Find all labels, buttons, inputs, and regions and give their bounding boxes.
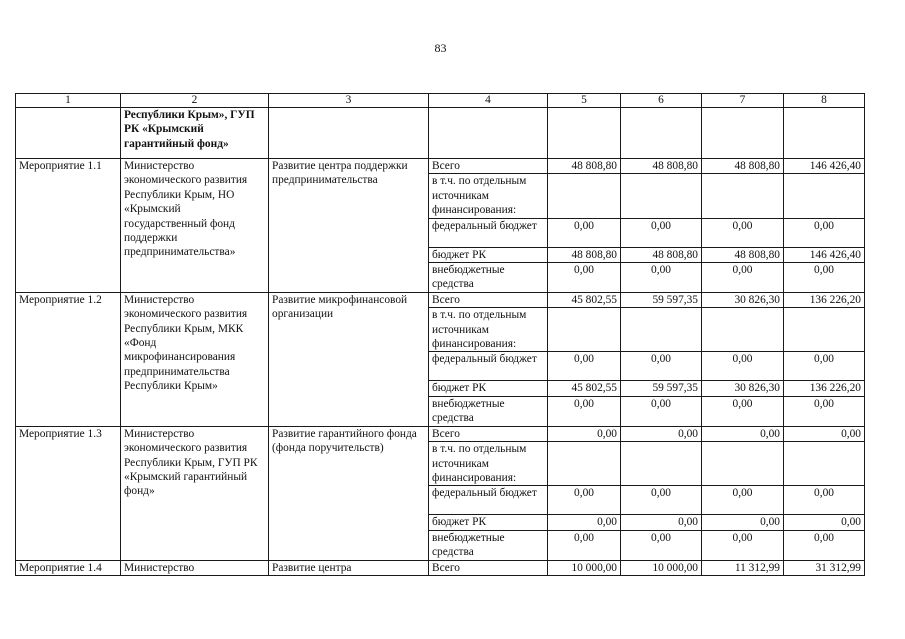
header-cell: 4 bbox=[429, 94, 548, 108]
empty-cell bbox=[429, 108, 548, 159]
value-cell: 136 226,20 bbox=[784, 381, 865, 396]
budget-table bbox=[15, 93, 865, 576]
funding-source-cell: бюджет РК bbox=[429, 515, 548, 530]
table-row bbox=[16, 426, 865, 441]
value-cell: 0,00 bbox=[702, 486, 784, 515]
value-cell: 0,00 bbox=[548, 263, 621, 293]
value-cell: 31 312,99 bbox=[784, 560, 865, 575]
table-row bbox=[16, 560, 865, 575]
measure-name-cell: Мероприятие 1.2 bbox=[16, 292, 121, 426]
executor-cell: Республики Крым», ГУП РК «Крымский гарантийный фонд» bbox=[121, 108, 269, 159]
empty-cell bbox=[784, 442, 865, 486]
header-cell: 6 bbox=[621, 94, 702, 108]
value-cell: 48 808,80 bbox=[621, 159, 702, 174]
value-cell: 0,00 bbox=[621, 263, 702, 293]
empty-cell bbox=[784, 108, 865, 159]
funding-source-cell: в т.ч. по отдельным источникам финансирования: bbox=[429, 174, 548, 218]
value-cell: 0,00 bbox=[784, 515, 865, 530]
funding-source-cell: внебюджетные средства bbox=[429, 396, 548, 426]
measure-name-cell: Мероприятие 1.3 bbox=[16, 426, 121, 560]
value-cell: 0,00 bbox=[621, 486, 702, 515]
value-cell: 0,00 bbox=[621, 218, 702, 247]
measure-name-cell: Мероприятие 1.4 bbox=[16, 560, 121, 575]
value-cell: 0,00 bbox=[702, 263, 784, 293]
executor-cell: Министерство bbox=[121, 560, 269, 575]
value-cell: 0,00 bbox=[702, 515, 784, 530]
empty-cell bbox=[784, 174, 865, 218]
value-cell: 0,00 bbox=[784, 530, 865, 560]
value-cell: 59 597,35 bbox=[621, 292, 702, 307]
value-cell: 0,00 bbox=[548, 530, 621, 560]
value-cell: 0,00 bbox=[702, 396, 784, 426]
measure-title-cell: Развитие гарантийного фонда (фонда поручительств) bbox=[269, 426, 429, 560]
value-cell: 10 000,00 bbox=[548, 560, 621, 575]
value-cell: 146 426,40 bbox=[784, 247, 865, 262]
funding-source-cell: федеральный бюджет bbox=[429, 352, 548, 381]
value-cell: 0,00 bbox=[621, 426, 702, 441]
value-cell: 146 426,40 bbox=[784, 159, 865, 174]
value-cell: 0,00 bbox=[784, 263, 865, 293]
value-cell: 0,00 bbox=[702, 218, 784, 247]
header-cell: 8 bbox=[784, 94, 865, 108]
empty-cell bbox=[548, 174, 621, 218]
value-cell: 0,00 bbox=[784, 352, 865, 381]
header-cell: 1 bbox=[16, 94, 121, 108]
value-cell: 48 808,80 bbox=[702, 159, 784, 174]
funding-source-cell: внебюджетные средства bbox=[429, 530, 548, 560]
value-cell: 30 826,30 bbox=[702, 292, 784, 307]
value-cell: 0,00 bbox=[621, 352, 702, 381]
value-cell: 48 808,80 bbox=[702, 247, 784, 262]
funding-source-cell: в т.ч. по отдельным источникам финансирования: bbox=[429, 308, 548, 352]
value-cell: 136 226,20 bbox=[784, 292, 865, 307]
value-cell: 0,00 bbox=[784, 486, 865, 515]
measure-name-cell: Мероприятие 1.1 bbox=[16, 159, 121, 293]
empty-cell bbox=[621, 108, 702, 159]
value-cell: 0,00 bbox=[702, 426, 784, 441]
funding-source-cell: Всего bbox=[429, 292, 548, 307]
empty-cell bbox=[784, 308, 865, 352]
value-cell: 48 808,80 bbox=[548, 159, 621, 174]
header-cell: 3 bbox=[269, 94, 429, 108]
table-row bbox=[16, 292, 865, 307]
empty-cell bbox=[548, 308, 621, 352]
value-cell: 48 808,80 bbox=[548, 247, 621, 262]
executor-cell: Министерство экономического развития Республики Крым, НО «Крымский государственный фонд поддержки предпринимательства» bbox=[121, 159, 269, 293]
table-row bbox=[16, 159, 865, 174]
header-cell: 7 bbox=[702, 94, 784, 108]
value-cell: 45 802,55 bbox=[548, 381, 621, 396]
executor-cell: Министерство экономического развития Республики Крым, МКК «Фонд микрофинансирования предпринимательства Республики Крым» bbox=[121, 292, 269, 426]
measure-title-cell: Развитие центра поддержки предпринимательства bbox=[269, 159, 429, 293]
funding-source-cell: в т.ч. по отдельным источникам финансирования: bbox=[429, 442, 548, 486]
value-cell: 0,00 bbox=[621, 530, 702, 560]
value-cell: 0,00 bbox=[548, 426, 621, 441]
empty-cell bbox=[548, 442, 621, 486]
value-cell: 0,00 bbox=[621, 515, 702, 530]
funding-source-cell: внебюджетные средства bbox=[429, 263, 548, 293]
value-cell: 0,00 bbox=[784, 426, 865, 441]
value-cell: 0,00 bbox=[784, 396, 865, 426]
value-cell: 0,00 bbox=[621, 396, 702, 426]
executor-cell: Министерство экономического развития Республики Крым, ГУП РК «Крымский гарантийный фонд» bbox=[121, 426, 269, 560]
continuation-row bbox=[16, 108, 865, 159]
value-cell: 0,00 bbox=[702, 530, 784, 560]
header-cell: 5 bbox=[548, 94, 621, 108]
value-cell: 0,00 bbox=[548, 352, 621, 381]
empty-cell bbox=[702, 174, 784, 218]
value-cell: 30 826,30 bbox=[702, 381, 784, 396]
empty-cell bbox=[269, 108, 429, 159]
header-cell: 2 bbox=[121, 94, 269, 108]
value-cell: 0,00 bbox=[702, 352, 784, 381]
funding-source-cell: федеральный бюджет bbox=[429, 218, 548, 247]
empty-cell bbox=[548, 108, 621, 159]
empty-cell bbox=[621, 442, 702, 486]
funding-source-cell: Всего bbox=[429, 560, 548, 575]
measure-title-cell: Развитие центра bbox=[269, 560, 429, 575]
value-cell: 10 000,00 bbox=[621, 560, 702, 575]
funding-source-cell: Всего bbox=[429, 159, 548, 174]
value-cell: 48 808,80 bbox=[621, 247, 702, 262]
value-cell: 11 312,99 bbox=[702, 560, 784, 575]
value-cell: 0,00 bbox=[548, 486, 621, 515]
value-cell: 0,00 bbox=[548, 396, 621, 426]
page-number: 83 bbox=[434, 41, 447, 55]
value-cell: 0,00 bbox=[548, 218, 621, 247]
value-cell: 0,00 bbox=[784, 218, 865, 247]
empty-cell bbox=[621, 308, 702, 352]
funding-source-cell: федеральный бюджет bbox=[429, 486, 548, 515]
empty-cell bbox=[702, 442, 784, 486]
value-cell: 45 802,55 bbox=[548, 292, 621, 307]
empty-cell bbox=[702, 108, 784, 159]
funding-source-cell: Всего bbox=[429, 426, 548, 441]
funding-source-cell: бюджет РК bbox=[429, 381, 548, 396]
measure-title-cell: Развитие микрофинансовой организации bbox=[269, 292, 429, 426]
empty-cell bbox=[16, 108, 121, 159]
value-cell: 59 597,35 bbox=[621, 381, 702, 396]
value-cell: 0,00 bbox=[548, 515, 621, 530]
header-row bbox=[16, 94, 865, 108]
empty-cell bbox=[702, 308, 784, 352]
empty-cell bbox=[621, 174, 702, 218]
funding-source-cell: бюджет РК bbox=[429, 247, 548, 262]
